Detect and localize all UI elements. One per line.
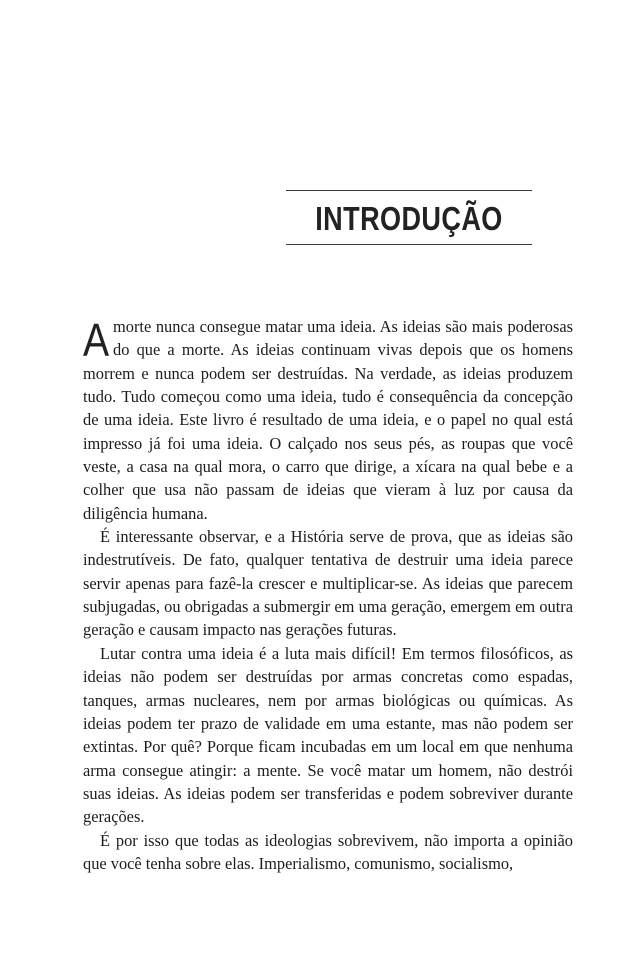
heading-bottom-rule (286, 244, 532, 245)
paragraph-1 (83, 315, 573, 525)
chapter-body (83, 315, 573, 875)
chapter-heading (286, 190, 532, 245)
chapter-title: INTRODUÇÃO (315, 200, 503, 237)
paragraph-3: Lutar contra uma ideia é a luta mais difícil! Em termos filosóficos, as ideias não podem ser destruídas por armas concretas como espadas, tanques, armas nucleares, nem por armas biológicas ou químicas. As ideias podem ter prazo de validade em uma estante, mas não podem ser extintas. Por quê? Porque ficam incubadas em um local em que nenhuma arma consegue atingir: a mente. Se você matar um homem, não destrói suas ideias. As ideias podem ser transferidas e podem sobreviver durante gerações. (83, 643, 573, 827)
paragraph-4: É por isso que todas as ideologias sobrevivem, não importa a opinião que você tenha sobre elas. Imperialismo, comunismo, socialismo, (83, 830, 573, 873)
paragraph-1-text: morte nunca consegue matar uma ideia. As ideias são mais poderosas do que a morte. As ideias continuam vivas depois que os homens morrem e nunca podem ser destruídas. Na verdade, as ideias produzem tudo. Tudo começou como uma ideia, tudo é consequência da concepção de uma ideia. Este livro é resultado de uma ideia, e o papel no qual está impresso já foi uma ideia. O calçado nos seus pés, as roupas que você veste, a casa na qual mora, o carro que dirige, a xícara na qual bebe e a colher que usa não passam de ideias que vieram à luz por causa da diligência humana. (83, 317, 573, 523)
drop-cap: A (83, 314, 110, 366)
paragraph-2: É interessante observar, e a História serve de prova, que as ideias são indestrutíveis. De fato, qualquer tentativa de destruir uma ideia parece servir apenas para fazê-la crescer e multiplicar-se. As ideias que parecem subjugadas, ou obrigadas a submergir em uma geração, emergem em outra geração e causam impacto nas gerações futuras. (83, 527, 573, 640)
